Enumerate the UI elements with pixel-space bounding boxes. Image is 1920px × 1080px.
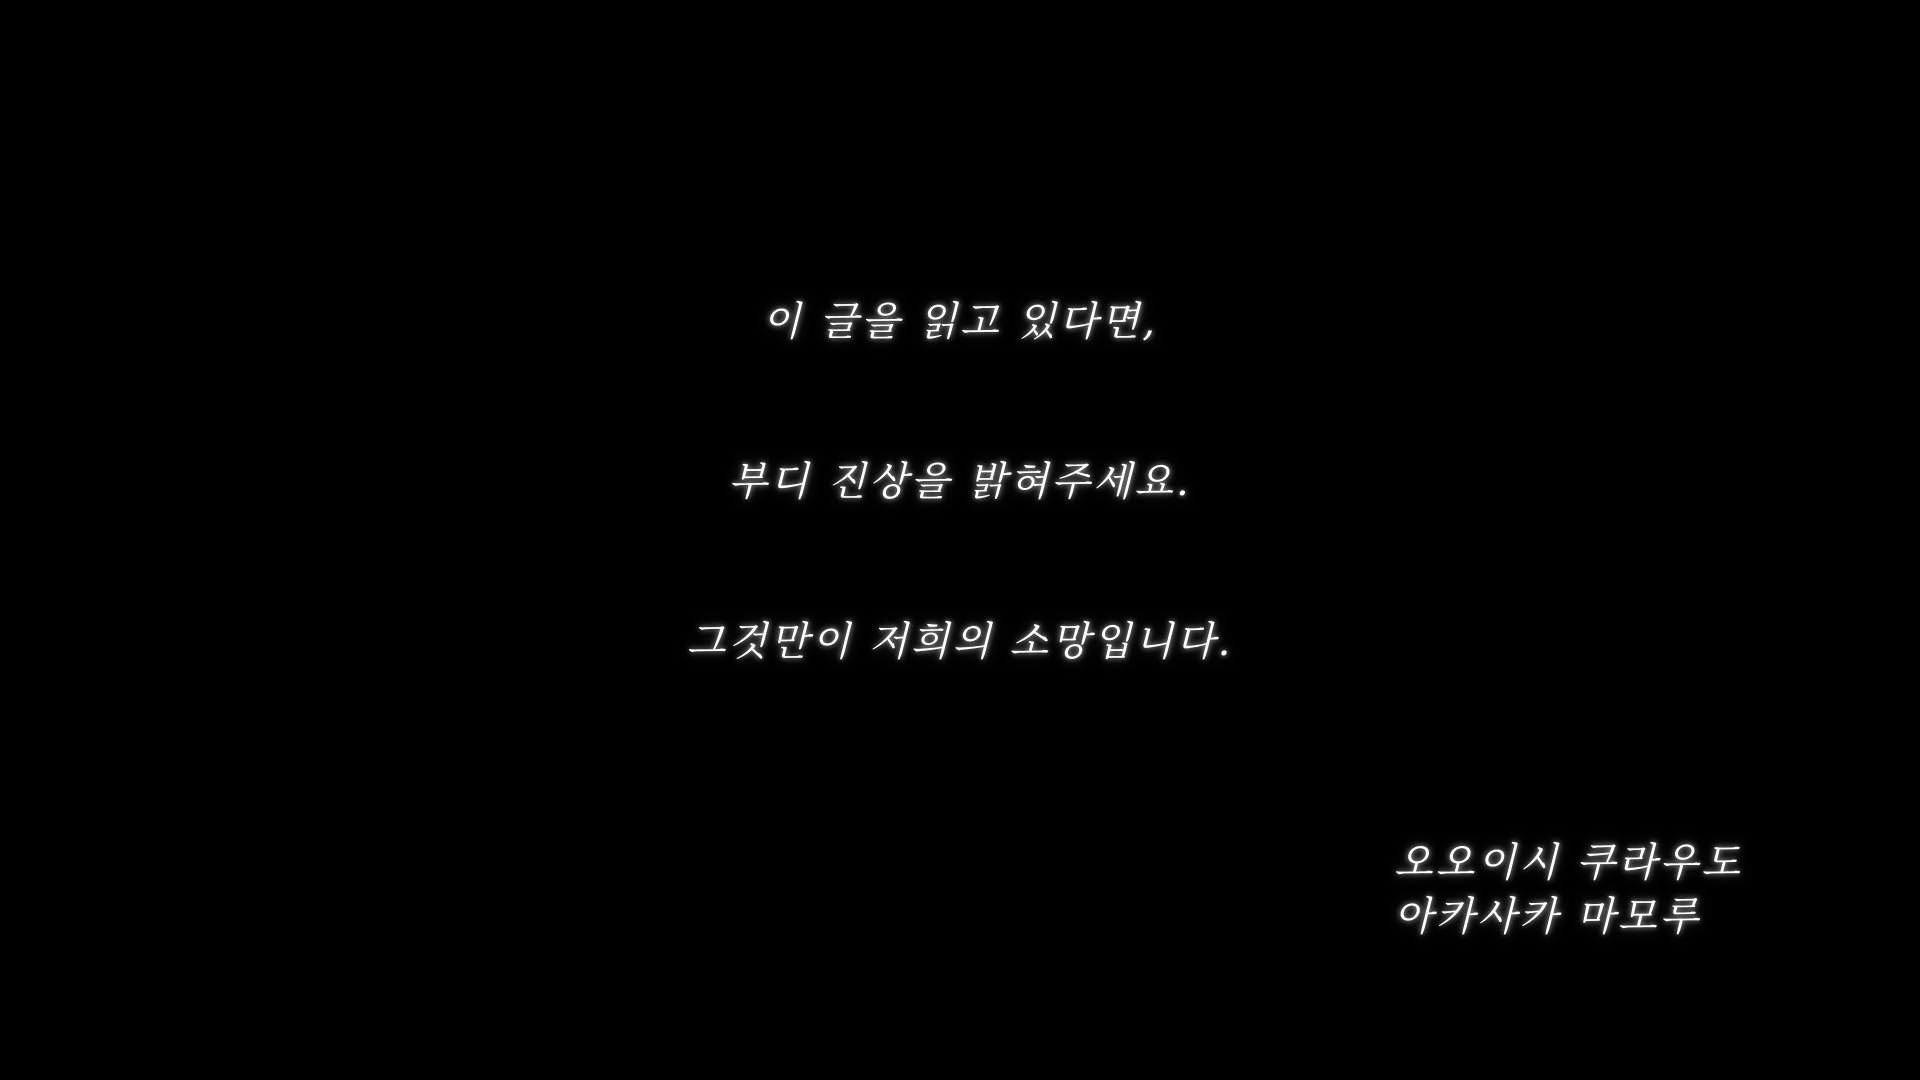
signature-name-1: 오오이시 쿠라우도 bbox=[1394, 840, 1743, 886]
signature-block bbox=[1394, 836, 1743, 944]
message-line-2: 부디 진상을 밝혀주세요. bbox=[728, 459, 1192, 505]
message-line-3: 그것만이 저희의 소망입니다. bbox=[686, 619, 1234, 665]
signature-name-2: 아카사카 마모루 bbox=[1394, 894, 1702, 940]
message-line-1: 이 글을 읽고 있다면, bbox=[762, 299, 1158, 345]
